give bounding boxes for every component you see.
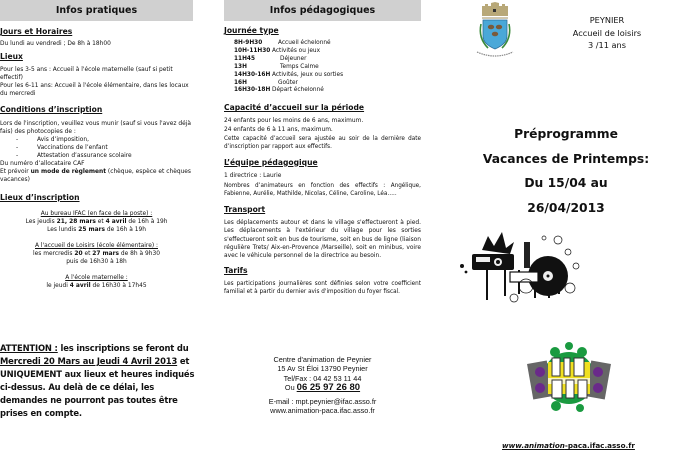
contact-block: [224, 355, 421, 415]
conditions-bullet: - Avis d’imposition,: [16, 137, 89, 143]
infos-pedagogiques-header: Infos pédagogiques: [224, 0, 421, 21]
title-line: 26/04/2013: [527, 200, 605, 215]
infos-pratiques-header: Infos pratiques: [0, 0, 193, 21]
conditions-bullet: - Vaccinations de l’enfant: [16, 145, 108, 151]
schedule-row: 10H-11H30 Activités ou jeux: [234, 47, 321, 54]
infos-pratiques-column: [0, 0, 193, 290]
music-graffiti-illustration: [452, 228, 602, 308]
capacite-line: Cette capacité d’accueil sera ajustée au soir de la dernière date d’inscription par rapport aux effectifs.: [224, 136, 421, 151]
contact-email[interactable]: E-mail : mpt.peynier@ifac.asso.fr: [268, 396, 377, 406]
cover-column: [452, 0, 680, 475]
conditions-heading: Conditions d’inscription: [0, 105, 103, 114]
conditions-intro: Lors de l'inscription, veuillez vous munir (sauf si vous l'avez déjà fais) des photocopies de :: [0, 121, 191, 135]
schedule-list: [224, 40, 421, 95]
schedule-row: 11H45 Déjeuner: [234, 55, 307, 62]
tarifs-heading: Tarifs: [224, 265, 248, 275]
hip-hop-logo: [522, 338, 616, 418]
contact-mobile: Ou 06 25 97 26 80: [284, 382, 361, 394]
schedule-row: 16H30-18H Départ échelonné: [234, 87, 324, 94]
lieux-heading: Lieux: [0, 52, 23, 61]
schedule-row: 13H Temps Calme: [234, 63, 319, 70]
transport-heading: Transport: [224, 204, 266, 214]
transport-text: Les déplacements autour et dans le village s'effectueront à pied. Les déplacements à l'extérieur du village pour les sorties s'effectueront soit en bus de tourisme, soit en bus de ligne (liaison régulière Trets/ Aix-en-Provence /Marseille), soit en minibus, voire avec le véhicule personnel de la directrice au besoin.: [224, 219, 421, 260]
contact-address: 15 Av St Éloi 13790 Peynier: [277, 364, 368, 374]
contact-website[interactable]: www.animation-paca.ifac.asso.fr: [270, 406, 375, 416]
contact-tel: Tel/Fax : 04 42 53 11 44: [283, 373, 362, 383]
title-line: Du 15/04 au: [524, 176, 608, 190]
centre-heading: [537, 14, 677, 52]
schedule-row: 8H-9H30 Accueil échelonné: [234, 40, 331, 46]
schedule-row: 16H Goûter: [234, 79, 298, 86]
conditions-reglement: Et prévoir un mode de règlement (chèque, espèce et chèques vacances): [0, 169, 191, 183]
lieux-line: Pour les 3-5 ans : Accueil à l'école maternelle (sauf si petit effectif): [0, 67, 173, 81]
infos-pedagogiques-column: [224, 0, 421, 416]
inscription-location-loisirs: A l'accueil de Loisirs (école élémentaire) : les mercredis 20 et 27 mars de 8h à 9h30 puis de 16h30 à 18h: [33, 243, 160, 265]
conditions-caf: Du numéro d’allocataire CAF: [0, 161, 85, 167]
tarifs-text: Les participations journalières sont définies selon votre coefficient familial et à partir du dernier avis d'imposition du foyer fiscal.: [224, 280, 421, 295]
conditions-bullet: - Attestation d’assurance scolaire: [16, 153, 132, 159]
attention-notice: ATTENTION : les inscriptions se feront du Mercredi 20 Mars au Jeudi 4 Avril 2013 et UNIQUEMENT aux lieux et heures indiqués ci-dessus. Au delà de ce délai, les demandes ne pourront pas toutes être prises en compte.: [0, 343, 195, 418]
website-link[interactable]: www.animation-paca.ifac.asso.fr: [502, 441, 635, 450]
equipe-line: 1 directrice : Laurie: [224, 172, 282, 179]
equipe-line: Nombres d’animateurs en fonction des effectifs : Angélique, Fabienne, Aurélie, Mathilde, Nicolas, Céline, Caroline, Léa…..: [224, 182, 421, 197]
attention-label: ATTENTION :: [0, 343, 58, 353]
schedule-row: 14H30-16H Activités, jeux ou sorties: [234, 71, 344, 78]
lieux-inscription-heading: Lieux d’inscription: [0, 193, 80, 202]
peynier-crest-logo: [474, 2, 516, 60]
title-line: Vacances de Printemps:: [482, 151, 650, 166]
jours-horaires-heading: Jours et Horaires: [0, 27, 73, 36]
inscription-location-ifac: Au bureau IFAC (en face de la poste) : Les jeudis 21, 28 mars et 4 avril de 16h à 19h Les lundis 25 mars de 16h à 19h: [25, 211, 168, 233]
capacite-line: 24 enfants de 6 à 11 ans, maximum.: [224, 127, 333, 134]
centre-subtitle: Accueil de loisirs: [572, 27, 642, 38]
title-line: Préprogramme: [514, 127, 618, 141]
capacite-heading: Capacité d’accueil sur la période: [224, 103, 365, 113]
inscription-location-maternelle: A l'école maternelle : le jeudi 4 avril de 16h30 à 17h45: [46, 275, 147, 289]
town-name: PEYNIER: [589, 15, 625, 25]
program-title: [452, 122, 680, 220]
age-range: 3 /11 ans: [587, 40, 627, 50]
lieux-line: Pour les 6-11 ans: Accueil à l'école élémentaire, dans les locaux du mercredi: [0, 83, 189, 97]
journee-type-heading: Journée type: [224, 26, 279, 35]
contact-name: Centre d'animation de Peynier: [273, 355, 372, 364]
capacite-line: 24 enfants pour les moins de 6 ans, maximum.: [224, 118, 364, 125]
jours-horaires-text: Du lundi au vendredi ; De 8h à 18h00: [0, 41, 111, 47]
equipe-heading: L’équipe pédagogique: [224, 157, 318, 167]
